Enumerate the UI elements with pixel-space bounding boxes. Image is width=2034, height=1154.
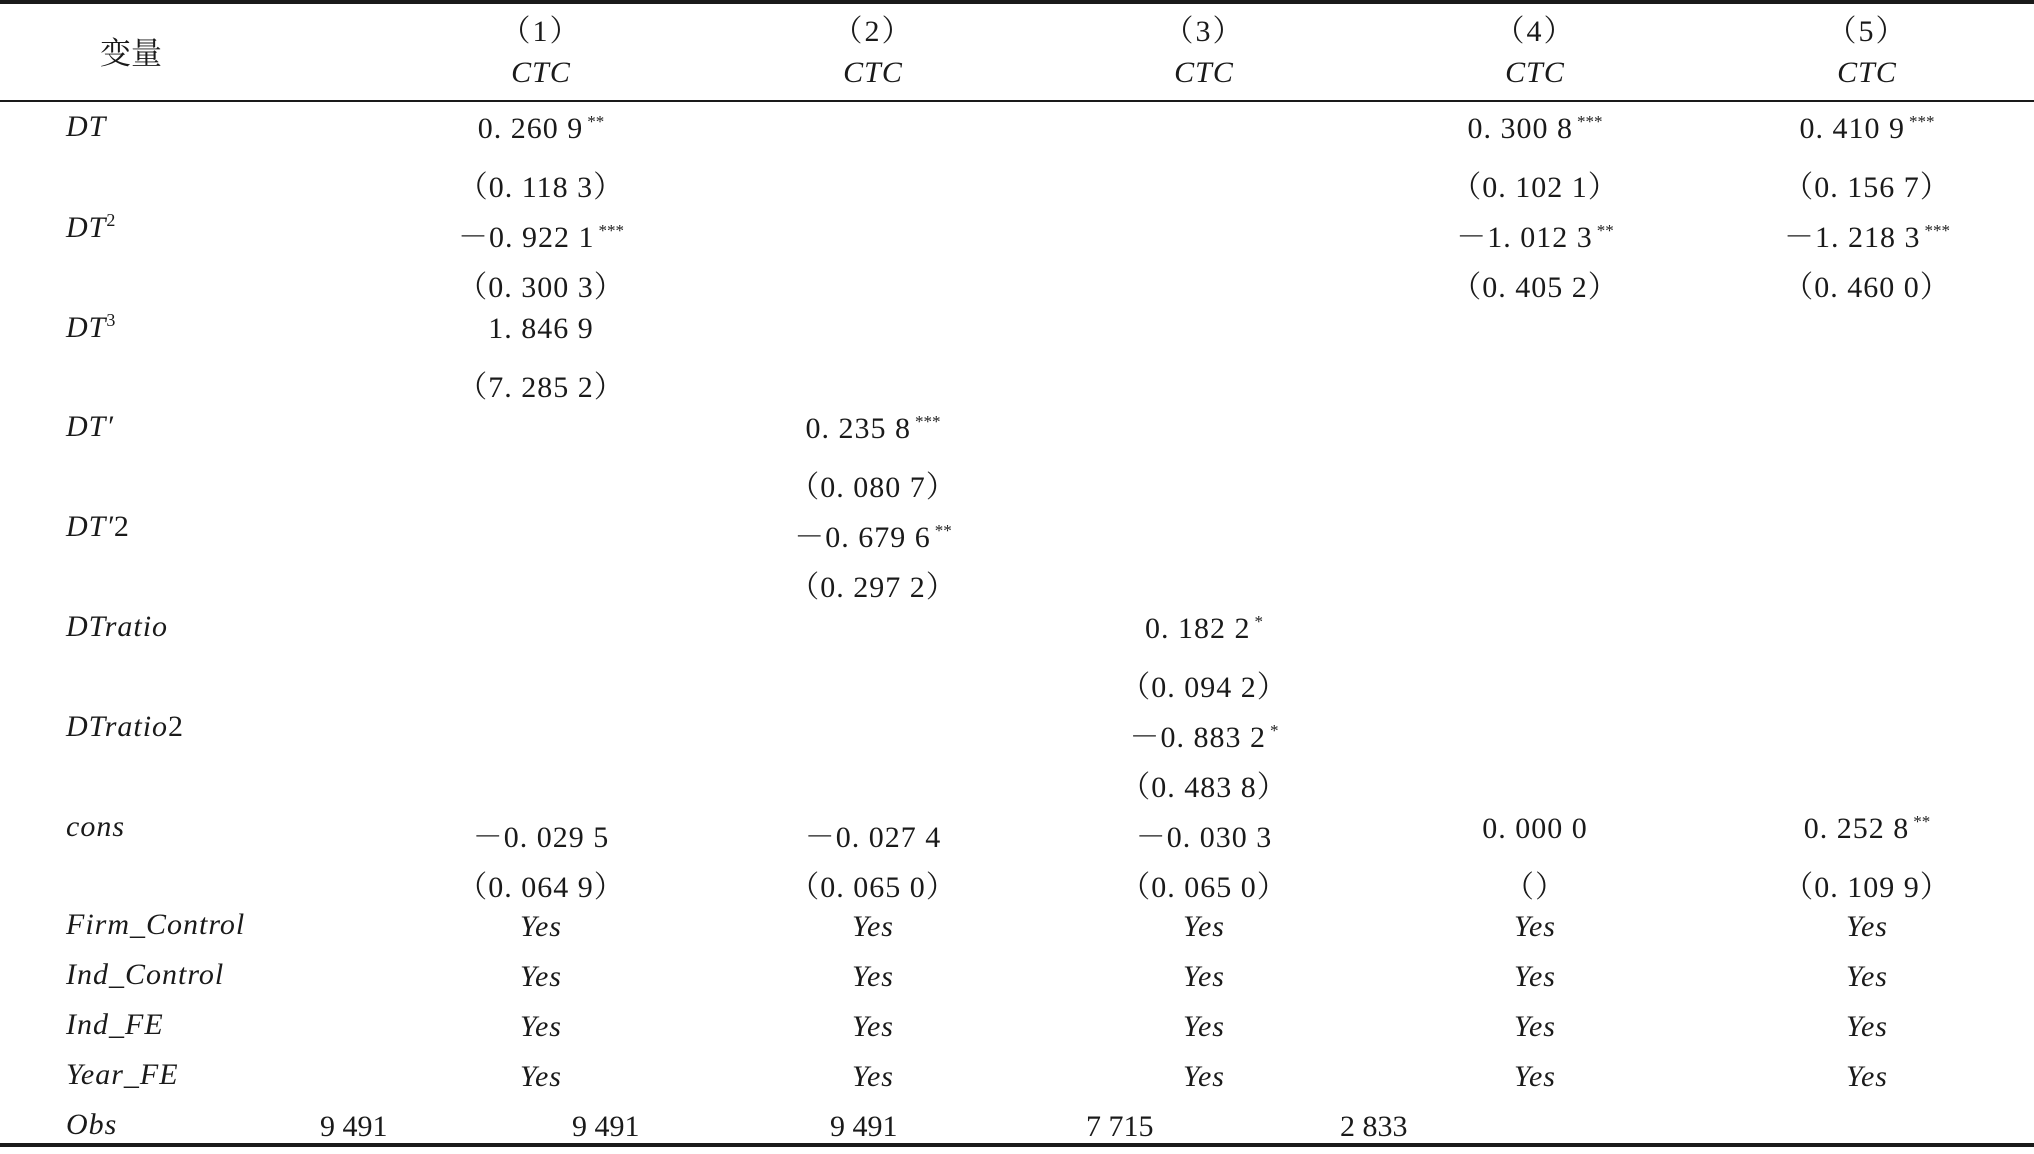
coefficient-cell — [1747, 812, 1987, 846]
coefficient-cell — [1747, 212, 1987, 256]
table-row — [0, 856, 2034, 906]
variable-header: 变量 — [100, 36, 162, 72]
coefficient-value: 0. 410 9 — [1799, 112, 1905, 145]
significance-stars: ** — [1913, 812, 1931, 831]
control-indicator-cell: Yes — [1846, 1060, 1888, 1093]
standard-error-cell: （0. 405 2） — [1451, 271, 1619, 304]
significance-stars: *** — [1909, 112, 1935, 131]
control-indicator-cell: Yes — [1183, 910, 1225, 943]
dependent-variable: CTC — [843, 56, 903, 89]
control-indicator-cell: Yes — [1514, 960, 1556, 993]
standard-error-cell: （0. 483 8） — [1120, 771, 1288, 804]
coefficient-value: 0. 300 8 — [1467, 112, 1573, 145]
observations-cell: 7 715 — [1086, 1110, 1154, 1143]
table-row — [0, 904, 2034, 954]
row-label: Year_FE — [66, 1058, 179, 1091]
table-row — [0, 806, 2034, 856]
standard-error-cell: （0. 118 3） — [457, 171, 625, 204]
significance-stars: ** — [1596, 221, 1614, 240]
row-label-text: cons — [66, 810, 125, 843]
coefficient-value: －0. 679 6 — [794, 521, 931, 554]
table-row — [0, 954, 2034, 1004]
control-indicator-cell: Yes — [852, 1060, 894, 1093]
table-row — [0, 356, 2034, 406]
standard-error-cell: （0. 460 0） — [1783, 271, 1951, 304]
row-label — [66, 410, 114, 444]
coefficient-value: 0. 260 9 — [477, 112, 584, 145]
standard-error-cell: （0. 065 0） — [789, 871, 957, 904]
coefficient-cell — [1084, 812, 1324, 856]
standard-error-cell: （） — [1504, 871, 1566, 904]
coefficient-value: －0. 883 2 — [1129, 721, 1266, 754]
standard-error-cell: （0. 156 7） — [1783, 171, 1951, 204]
table-row — [0, 1054, 2034, 1104]
control-indicator-cell: Yes — [520, 960, 562, 993]
control-indicator-cell: Yes — [520, 1060, 562, 1093]
control-indicator-cell: Yes — [1183, 1010, 1225, 1043]
column-number: （5） — [1826, 15, 1908, 48]
coefficient-cell — [1084, 712, 1324, 756]
control-indicator-cell: Yes — [852, 1010, 894, 1043]
top-rule — [0, 0, 2034, 4]
table-row — [0, 306, 2034, 356]
observations-cell: 2 833 — [1340, 1110, 1408, 1143]
coefficient-cell — [421, 812, 661, 856]
row-label-text: DTratio — [66, 610, 169, 643]
coefficient-value: 1. 846 9 — [488, 312, 594, 345]
coefficient-cell — [421, 112, 661, 146]
row-label — [66, 810, 125, 844]
coefficient-value: －0. 027 4 — [804, 821, 942, 854]
row-label-suffix: 2 — [168, 710, 185, 743]
observations-cell: 9 491 — [830, 1110, 898, 1143]
column-number: （3） — [1163, 15, 1245, 48]
standard-error-cell: （0. 109 9） — [1783, 871, 1951, 904]
standard-error-cell: （0. 297 2） — [789, 571, 957, 604]
standard-error-cell: （0. 080 7） — [789, 471, 957, 504]
coefficient-cell — [1747, 112, 1987, 146]
row-label — [66, 710, 184, 744]
standard-error-cell: （0. 300 3） — [457, 271, 625, 304]
row-label-text: DTratio — [66, 710, 169, 743]
significance-stars: *** — [1924, 221, 1950, 240]
row-label — [66, 310, 116, 345]
coefficient-value: 0. 182 2 — [1145, 612, 1251, 645]
row-label-text: DT′ — [66, 410, 114, 443]
control-indicator-cell: Yes — [1514, 910, 1556, 943]
row-label: Firm_Control — [66, 908, 246, 941]
coefficient-cell — [1415, 112, 1655, 146]
significance-stars: * — [1254, 612, 1263, 631]
coefficient-cell — [421, 212, 661, 256]
standard-error-cell: （7. 285 2） — [457, 371, 625, 404]
coefficient-cell — [753, 812, 993, 856]
row-label — [66, 110, 106, 144]
table-row — [0, 756, 2034, 806]
control-indicator-cell: Yes — [1183, 1060, 1225, 1093]
standard-error-cell: （0. 064 9） — [457, 871, 625, 904]
dependent-variable: CTC — [1174, 56, 1234, 89]
coefficient-cell — [421, 312, 661, 346]
row-label-suffix: 2 — [113, 510, 130, 543]
coefficient-cell — [1415, 812, 1655, 846]
row-label-text: DT — [66, 211, 107, 244]
control-indicator-cell: Yes — [1514, 1010, 1556, 1043]
significance-stars: ** — [934, 521, 952, 540]
coefficient-cell — [753, 512, 993, 556]
row-label: Obs — [66, 1108, 118, 1141]
table-row — [0, 406, 2034, 456]
coefficient-value: 0. 235 8 — [805, 412, 911, 445]
control-indicator-cell: Yes — [852, 910, 894, 943]
table-row — [0, 1004, 2034, 1054]
dependent-variable: CTC — [1837, 56, 1897, 89]
row-label — [66, 610, 168, 644]
row-label-text: DT — [66, 311, 107, 344]
control-indicator-cell: Yes — [520, 910, 562, 943]
coefficient-cell — [1084, 612, 1324, 646]
table-row — [0, 706, 2034, 756]
table-row — [0, 256, 2034, 306]
row-label-text: DT — [66, 110, 107, 143]
control-indicator-cell: Yes — [1846, 1010, 1888, 1043]
table-row — [0, 106, 2034, 156]
row-label-text: DT′ — [66, 510, 114, 543]
coefficient-value: 0. 000 0 — [1482, 812, 1588, 845]
coefficient-cell — [753, 412, 993, 446]
coefficient-value: －1. 012 3 — [1456, 221, 1593, 254]
standard-error-cell: （0. 065 0） — [1120, 871, 1288, 904]
table-row — [0, 506, 2034, 556]
row-label — [66, 210, 116, 245]
control-indicator-cell: Yes — [1846, 960, 1888, 993]
observations-cell: 9 491 — [572, 1110, 640, 1143]
control-indicator-cell: Yes — [520, 1010, 562, 1043]
header-rule — [0, 100, 2034, 102]
table-row — [0, 156, 2034, 206]
coefficient-value: －1. 218 3 — [1784, 221, 1921, 254]
row-label: Ind_FE — [66, 1008, 164, 1041]
coefficient-value: －0. 922 1 — [458, 221, 595, 254]
observations-cell: 9 491 — [320, 1110, 388, 1143]
coefficient-value: 0. 252 8 — [1803, 812, 1910, 845]
row-label: Ind_Control — [66, 958, 225, 991]
significance-stars: *** — [1577, 112, 1603, 131]
standard-error-cell: （0. 102 1） — [1451, 171, 1619, 204]
table-row — [0, 206, 2034, 256]
table-row — [0, 456, 2034, 506]
significance-stars: ** — [587, 112, 605, 131]
column-number: （4） — [1494, 15, 1576, 48]
column-number: （1） — [500, 15, 582, 48]
table-row — [0, 556, 2034, 606]
row-label-superscript: 3 — [106, 310, 117, 330]
significance-stars: *** — [598, 221, 624, 240]
table-row — [0, 606, 2034, 656]
control-indicator-cell: Yes — [1183, 960, 1225, 993]
control-indicator-cell: Yes — [852, 960, 894, 993]
column-number: （2） — [832, 15, 914, 48]
row-label — [66, 510, 130, 544]
control-indicator-cell: Yes — [1846, 910, 1888, 943]
coefficient-value: －0. 029 5 — [472, 821, 610, 854]
coefficient-value: －0. 030 3 — [1135, 821, 1273, 854]
table-row — [0, 656, 2034, 706]
standard-error-cell: （0. 094 2） — [1120, 671, 1288, 704]
significance-stars: * — [1270, 721, 1279, 740]
dependent-variable: CTC — [511, 56, 571, 89]
row-label-superscript: 2 — [106, 210, 117, 230]
control-indicator-cell: Yes — [1514, 1060, 1556, 1093]
dependent-variable: CTC — [1505, 56, 1565, 89]
coefficient-cell — [1415, 212, 1655, 256]
significance-stars: *** — [915, 412, 941, 431]
